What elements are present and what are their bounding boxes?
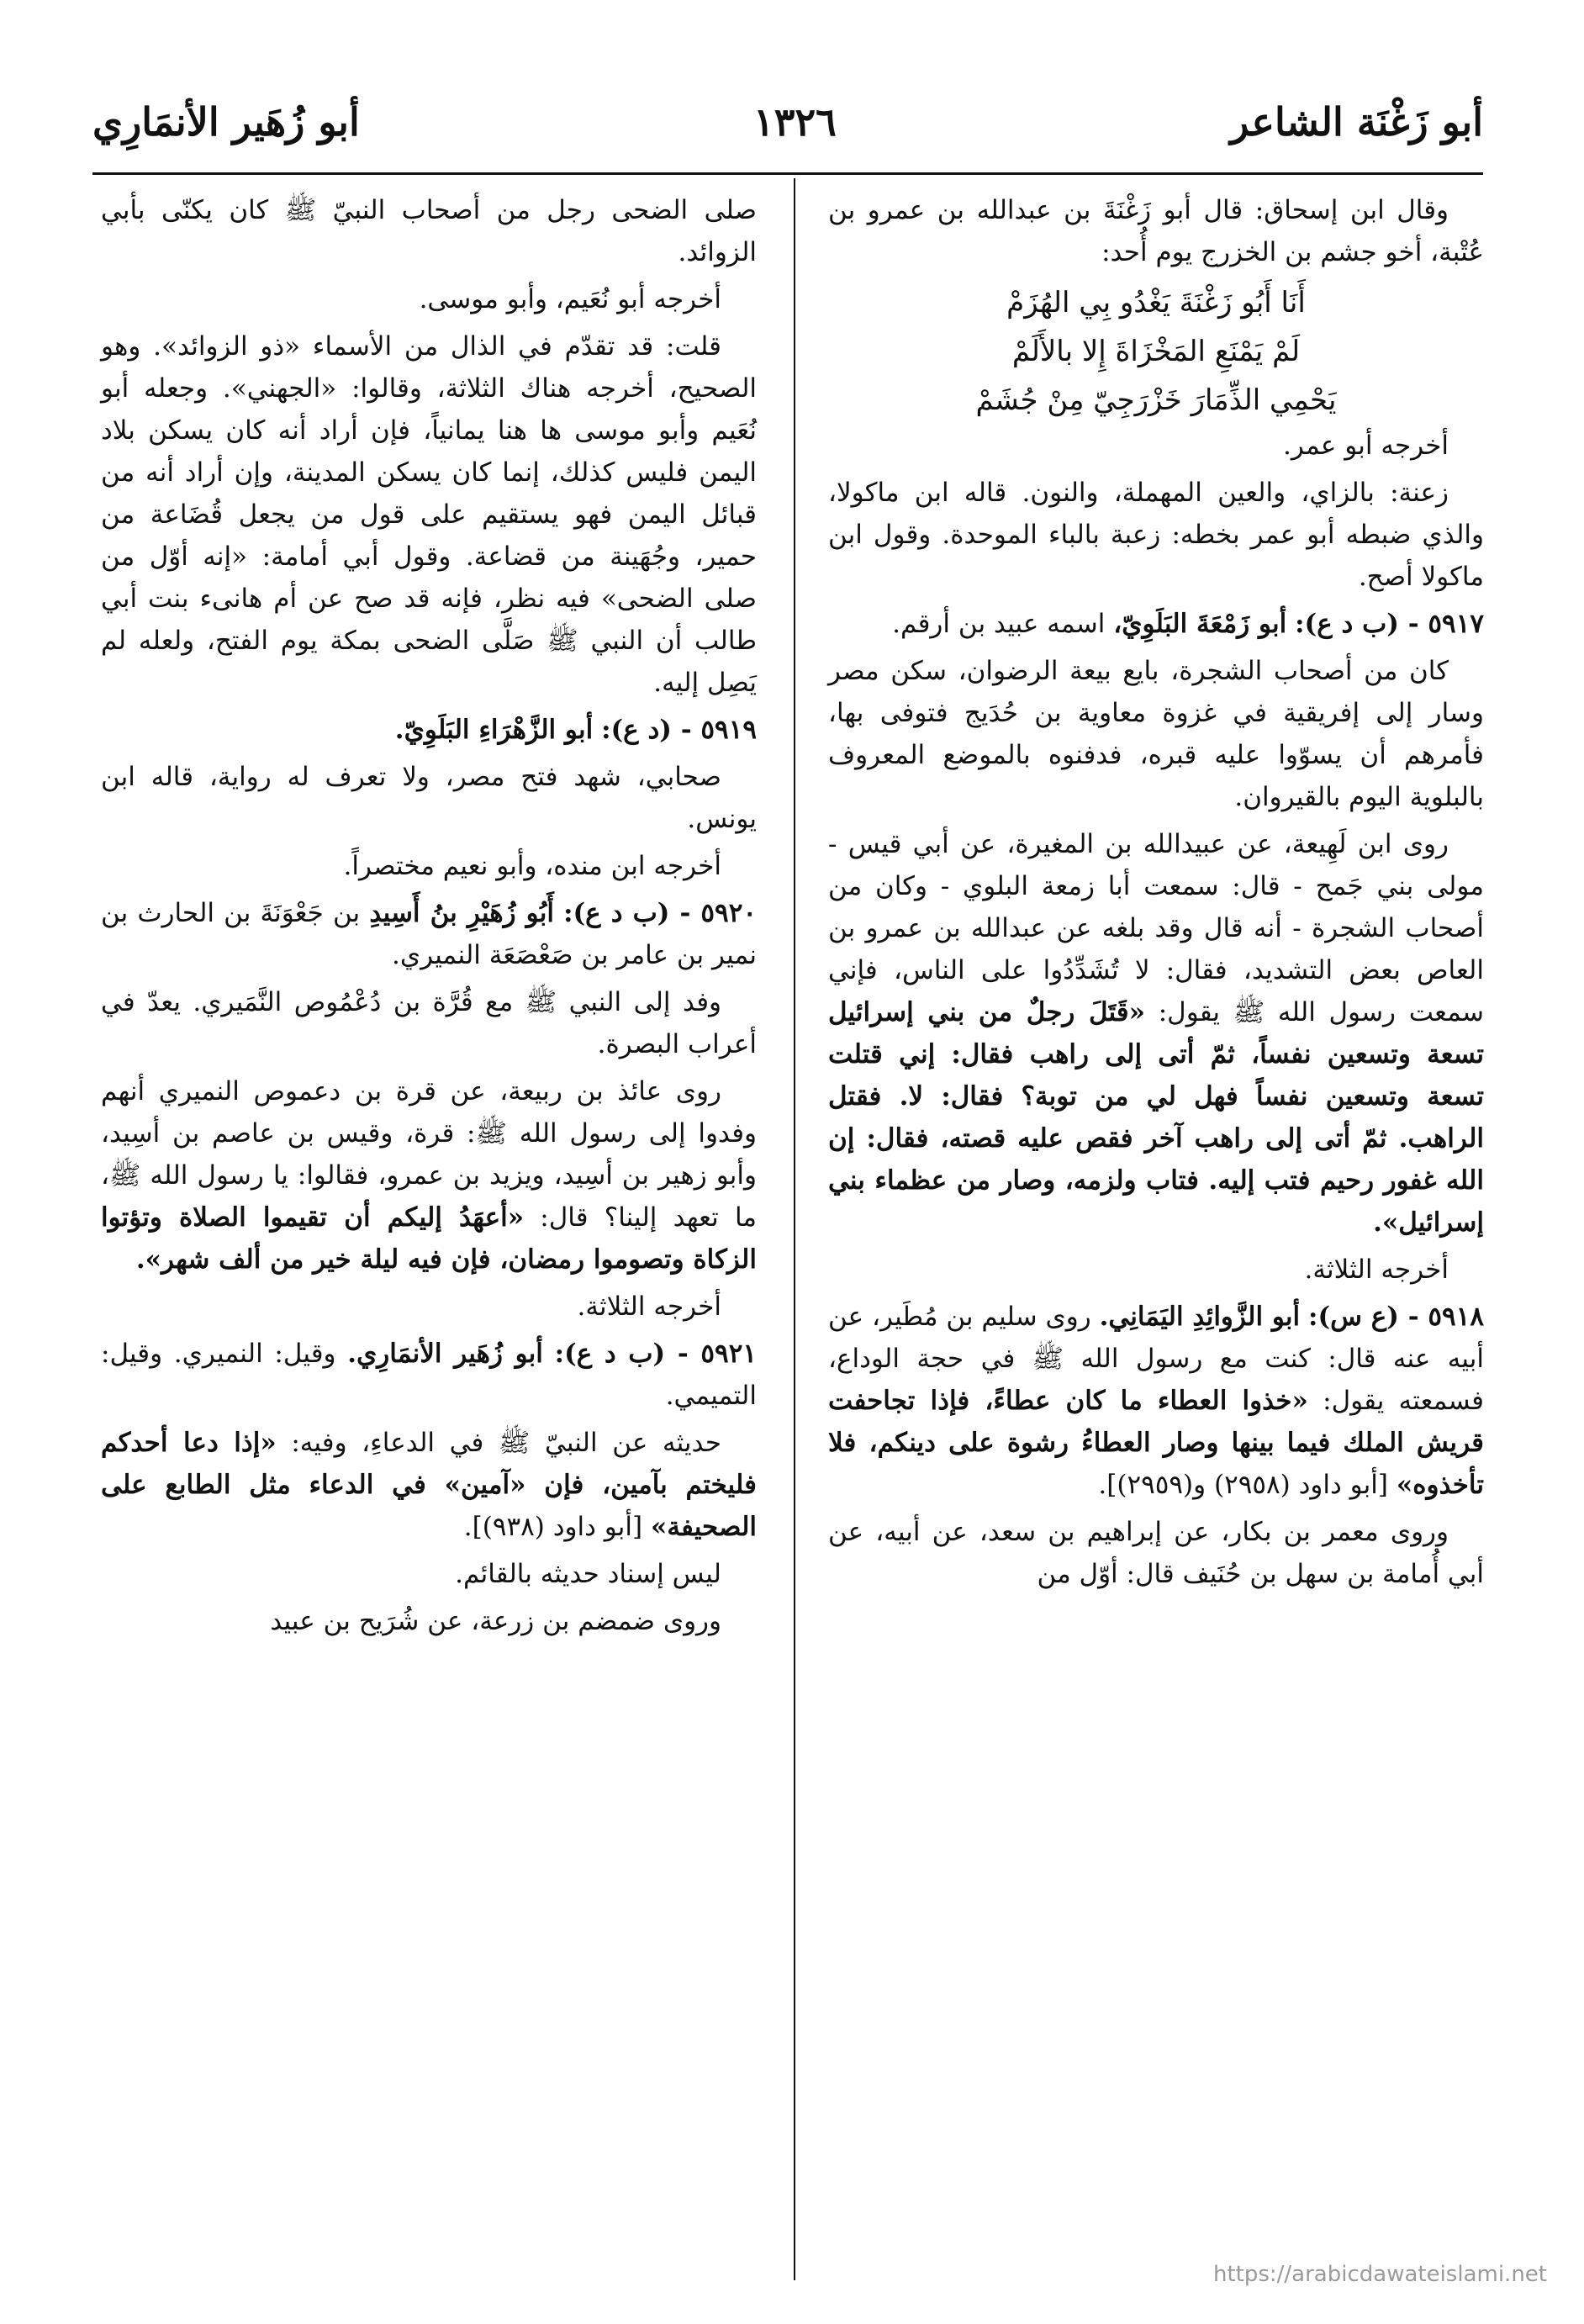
- column-divider: [794, 178, 795, 2280]
- paragraph: أخرجه ابن منده، وأبو نعيم مختصراً.: [343, 851, 721, 881]
- watermark-url: https://arabicdawateislami.net: [1212, 2262, 1547, 2287]
- right-column: [828, 189, 1484, 1600]
- paragraph: وفد إلى النبي ﷺ مع قُرَّة بن دُعْمُوص النَّمَيري. يعدّ في أعراب البصرة.: [101, 987, 757, 1059]
- header-rule: [92, 172, 1483, 175]
- paragraph: أخرجه أبو نُعَيم، وأبو موسى.: [419, 284, 721, 314]
- entry-number: ٥٩١٩ - (د ع):: [601, 715, 757, 745]
- entry-5919: [101, 709, 757, 751]
- paragraph: وروى معمر بن بكار، عن إبراهيم بن سعد، عن أبيه، عن أبي أُمامة بن سهل بن حُنَيف قال: أوّل من: [828, 1517, 1484, 1589]
- paragraph: وقال ابن إسحاق: قال أبو زَغْنَةَ بن عبدالله بن عمرو بن عُتْبة، أخو جشم بن الخزرج يوم أُحد:: [828, 195, 1484, 267]
- paragraph: صلى الضحى رجل من أصحاب النبيّ ﷺ كان يكنّى بأبي الزوائد.: [101, 195, 757, 267]
- running-head-left: أبو زُهَير الأنمَارِي: [92, 99, 360, 145]
- citation: [أبو داود (٩٣٨)].: [463, 1512, 643, 1542]
- entry-name: أَبُو زُهَيْرِ بنُ أَسِيدِ: [369, 898, 554, 928]
- paragraph: أخرجه الثلاثة.: [577, 1291, 721, 1322]
- entry-5918: [828, 1296, 1484, 1506]
- citation: [أبو داود (٢٩٥٨) و(٢٩٥٩)].: [1098, 1470, 1389, 1500]
- paragraph: أخرجه الثلاثة.: [1304, 1254, 1449, 1285]
- paragraph: [101, 1070, 757, 1281]
- entry-name: أبو الزَّهْرَاءِ البَلَوِيّ.: [394, 715, 594, 745]
- entry-number: ٥٩١٧ - (ب د ع):: [1295, 609, 1484, 639]
- hadith-text: «قَتَلَ رجلٌ من بني إسرائيل تسعة وتسعين نفساً، ثمّ أتى إلى راهب فقال: إني قتلت تسعة وتسعين نفساً فهل لي من توبة؟ فقال: لا. فقتل الراهب. ثمّ أتى إلى راهب آخر فقص عليه قصته، فقال: إن الله غفور رحيم فتب إليه. فتاب ولزمه، وصار من عظماء بني إسرائيل».: [828, 997, 1484, 1238]
- hadith-text: «إذا دعا أحدكم فليختم بآمين، فإن «آمين» في الدعاء مثل الطابع على الصحيفة»: [101, 1428, 757, 1542]
- entry-text: روى سليم بن مُطَير، عن أبيه عنه قال: كنت مع رسول الله ﷺ في حجة الوداع، فسمعته يقول:: [828, 1302, 1484, 1416]
- entry-text: وقيل: النميري. وقيل: التميمي.: [101, 1339, 757, 1411]
- paragraph: [828, 823, 1484, 1244]
- entry-name: أبو زَمْعَةَ البَلَوِيّ،: [1113, 609, 1287, 639]
- entry-text: بن جَعْوَنَةَ بن الحارث بن نمير بن عامر بن صَعْصَعَة النميري.: [101, 898, 757, 970]
- entry-number: ٥٩٢٠ - (ب د ع):: [563, 898, 758, 928]
- paragraph: [101, 1422, 757, 1548]
- verse-line: أَنَا أَبُو زَغْنَةَ يَغْدُو بِي الهُزَمْ: [1006, 286, 1306, 320]
- paragraph: وروى ضمضم بن زرعة، عن شُرَيح بن عبيد: [270, 1606, 721, 1636]
- verse-line: يَحْمِي الذِّمَارَ خَزْرَجِيّ مِنْ جُشَمْ: [975, 383, 1337, 417]
- narration-text: روى عائذ بن ربيعة، عن قرة بن دعموص النميري أنهم وفدوا إلى رسول الله ﷺ: قرة، وقيس بن عاصم بن أسِيد، وأبو زهير بن أسِيد، ويزيد بن عمرو، فقالوا: يا رسول الله ﷺ، ما تعهد إلينا؟ قال:: [101, 1076, 758, 1233]
- page-number: ١٣٢٦: [753, 99, 837, 145]
- left-column: [101, 189, 757, 1647]
- entry-number: ٥٩١٨ - (ع س):: [1308, 1302, 1484, 1332]
- entry-text: اسمه عبيد بن أرقم.: [892, 609, 1106, 639]
- entry-number: ٥٩٢١ - (ب د ع):: [554, 1339, 758, 1369]
- paragraph: قلت: قد تقدّم في الذال من الأسماء «ذو الزوائد». وهو الصحيح، أخرجه هناك الثلاثة، وقالوا: «الجهني». وجعله أبو نُعَيم وأبو موسى ها هنا يمانياً، فإن أراد أنه كان يسكن بلاد اليمن فليس كذلك، إنما كان يسكن المدينة، وإن أراد أنه من قبائل اليمن فهو يستقيم على قول من يجعل قُضَاعة من حمير، وجُهَينة من قضاعة. وقول أبي أمامة: «إنه أوّل من صلى الضحى» فيه نظر، فإنه قد صح عن أم هانىء بنت أبي طالب أن النبي ﷺ صَلَّى الضحى بمكة يوم الفتح، ولعله لم يَصِل إليه.: [101, 331, 757, 698]
- entry-5920: [101, 892, 757, 976]
- paragraph: كان من أصحاب الشجرة، بايع بيعة الرضوان، سكن مصر وسار إلى إفريقية في غزوة معاوية بن حُدَيج فتوفى بها، فأمرهم أن يسوّوا عليه قبره، فدفنوه بالموضع المعروف بالبلوية اليوم بالقيروان.: [828, 656, 1484, 812]
- entry-5921: [101, 1333, 757, 1417]
- paragraph: ليس إسناد حديثه بالقائم.: [455, 1559, 721, 1589]
- paragraph: زعنة: بالزاي، والعين المهملة، والنون. قاله ابن ماكولا، والذي ضبطه أبو عمر بخطه: زعبة بالباء الموحدة. وقول ابن ماكولا أصح.: [828, 478, 1484, 592]
- narration-text: حديثه عن النبيّ ﷺ في الدعاءِ، وفيه:: [291, 1428, 721, 1458]
- narration-text: روى ابن لَهِيعة، عن عبيدالله بن المغيرة، عن أبي قيس - مولى بني جَمح - قال: سمعت أبا زمعة البلوي - وكان من أصحاب الشجرة - أنه قال وقد بلغه عن عبدالله بن عمرو بن العاص بعض التشديد، فقال: لا تُشَدِّدُوا على الناس، فإني سمعت رسول الله ﷺ يقول:: [828, 829, 1485, 1027]
- running-head-right: أبو زَغْنَة الشاعر: [1230, 99, 1483, 145]
- hadith-text: «خذوا العطاء ما كان عطاءً، فإذا تجاحفت قريش الملك فيما بينها وصار العطاءُ رشوة على دينكم، فلا تأخذوه»: [828, 1386, 1484, 1500]
- hadith-text: «أعهَدُ إليكم أن تقيموا الصلاة وتؤتوا الزكاة وتصوموا رمضان، فإن فيه ليلة خير من ألف شهر».: [101, 1202, 757, 1275]
- page-header: [92, 84, 1483, 160]
- paragraph: صحابي، شهد فتح مصر، ولا تعرف له رواية، قاله ابن يونس.: [101, 762, 757, 834]
- entry-5917: [828, 603, 1484, 645]
- entry-name: أبو زُهَير الأنمَارِي.: [347, 1339, 543, 1369]
- verse-line: لَمْ يَمْنَعِ المَخْزَاةَ إِلا بالأَلَمْ: [1011, 335, 1301, 368]
- paragraph: أخرجه أبو عمر.: [1282, 430, 1449, 461]
- entry-name: أبو الزَّوائِدِ اليَمَانِي.: [1099, 1302, 1301, 1332]
